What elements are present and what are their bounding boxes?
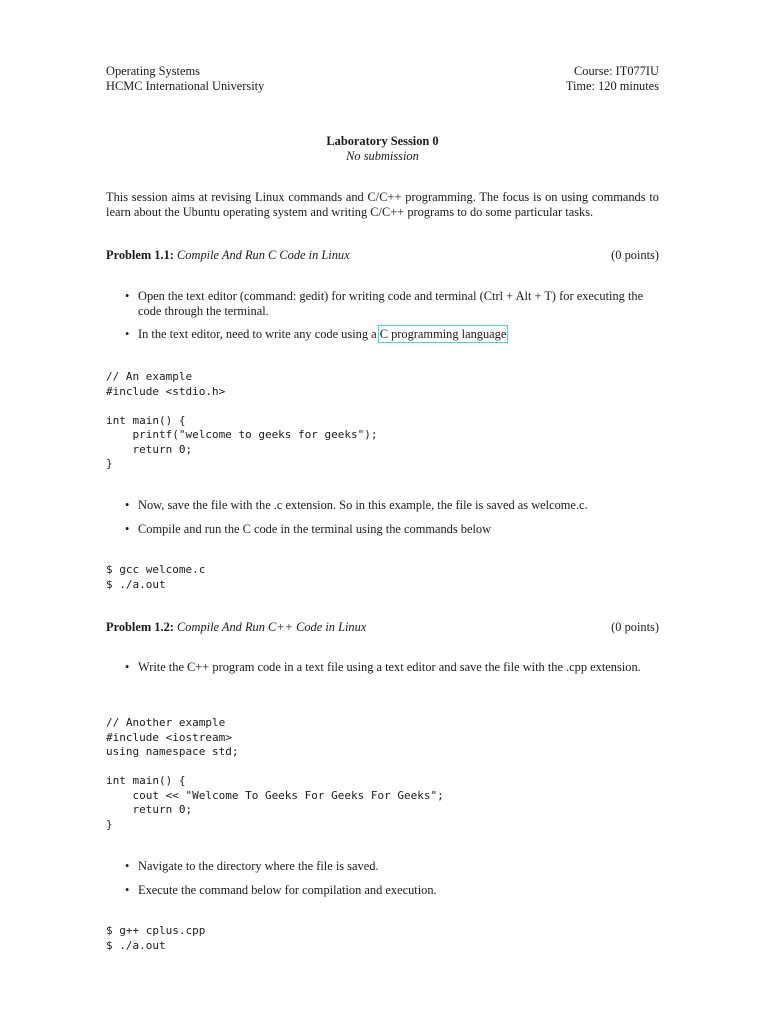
command-block-cpp: $ g++ cplus.cpp $ ./a.out [106,924,206,952]
bullet-icon: • [125,660,130,674]
bullet-icon: • [125,289,130,303]
course-name: Operating Systems [106,64,200,78]
header-right [566,64,659,93]
bullet-icon: • [125,882,130,897]
bullet-icon: • [125,521,130,536]
bullet-icon: • [125,498,130,512]
problem-2-points: (0 points) [611,620,659,634]
list-item [106,859,659,874]
problem-2-heading [106,620,659,635]
bullet-text: Open the text editor (command: gedit) for writing code and terminal (Ctrl + Alt + T) for executing the code through the terminal. [138,289,644,318]
list-item [106,289,659,318]
list-item [106,327,659,342]
problem-2-title: Compile And Run C++ Code in Linux [177,620,367,634]
bullet-text: Now, save the file with the .c extension. So in this example, the file is saved as welcome.c. [138,498,588,512]
command-block-c: $ gcc welcome.c $ ./a.out [106,563,206,591]
page-title: Laboratory Session 0 [326,134,439,148]
bullet-text: In the text editor, need to write any code using a [138,327,380,342]
bullet-text: Navigate to the directory where the file is saved. [138,859,379,873]
code-block-cpp: // Another example #include <iostream> using namespace std; int main() { cout << "Welcome To Geeks For Geeks For Geeks"; return 0; } [106,716,444,831]
bullet-icon: • [125,327,130,342]
list-item [106,522,659,537]
course-code: Course: IT077IU [574,64,659,78]
problem-1-heading [106,248,659,263]
intro-paragraph: This session aims at revising Linux commands and C/C++ programming. The focus is on using commands to learn about the Ubuntu operating system and writing C/C++ programs to do some particular tasks. [106,190,659,219]
c-language-link[interactable]: C programming language [379,327,507,342]
bullet-text: Execute the command below for compilation and execution. [138,882,437,897]
problem-2-bullets-2 [106,859,659,897]
page-subtitle: No submission [346,148,419,163]
time-limit: Time: 120 minutes [565,78,659,93]
problem-1-points: (0 points) [611,248,659,262]
bullet-text: Compile and run the C code in the terminal using the commands below [138,521,492,536]
list-item [106,660,659,675]
document-page [106,0,659,1024]
list-item [106,498,659,513]
problem-1-label: Problem 1.1: [106,248,174,262]
code-block-c: // An example #include <stdio.h> int main() { printf("welcome to geeks for geeks"); return 0; } [106,370,378,470]
bullet-icon: • [125,859,130,873]
university-name: HCMC International University [106,78,265,93]
problem-1-bullets [106,289,659,342]
problem-2-label: Problem 1.2: [106,620,174,634]
problem-1-title: Compile And Run C Code in Linux [177,248,350,262]
header-left [106,64,264,93]
problem-1-bullets-2 [106,498,659,536]
bullet-text: Write the C++ program code in a text file using a text editor and save the file with the .cpp extension. [138,660,641,674]
problem-2-bullets [106,660,659,675]
list-item [106,883,659,898]
title-block [106,134,659,163]
